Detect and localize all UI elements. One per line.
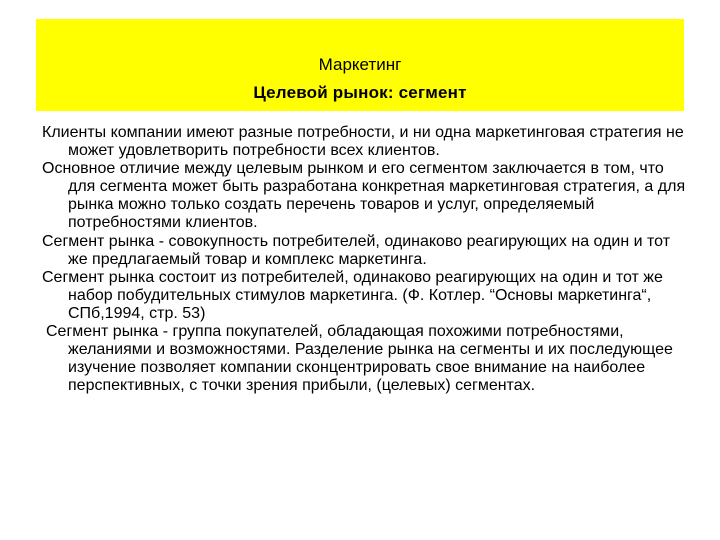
- paragraph-target-vs-segment: Основное отличие между целевым рынком и его сегментом заключается в том, что для сегмента может быть разработана конкретная маркетинговая стратегия, а для рынка можно только создать перечень товаров и услуг, определяемый потребностями клиентов.: [42, 160, 686, 232]
- paragraph-clients-needs: Клиенты компании имеют разные потребности, и ни одна маркетинговая стратегия не может удовлетворить потребности всех клиентов.: [42, 124, 684, 160]
- slide-title: Маркетинг: [318, 55, 402, 74]
- paragraph-segment-definition-1: Сегмент рынка - совокупность потребителей, одинаково реагирующих на один и тот же предлагаемый товар и комплекс маркетинга.: [42, 232, 671, 268]
- paragraph-segment-definition-kotler: Сегмент рынка состоит из потребителей, одинаково реагирующих на один и тот же набор побудительных стимулов маркетинга. (Ф. Котлер. “Основы маркетинга“, СПб,1994, стр. 53): [42, 268, 663, 322]
- title-banner: [36, 19, 684, 111]
- slide-subtitle: Целевой рынок: сегмент: [253, 83, 467, 102]
- slide-body: [42, 124, 690, 395]
- paragraph-segment-definition-buyers: Сегмент рынка - группа покупателей, обладающая похожими потребностями, желаниями и возможностями. Разделение рынка на сегменты и их последующее изучение позволяет компании сконцентрировать свое внимание на наиболее перспективных, с точки зрения прибыли, (целевых) сегментах.: [46, 323, 673, 395]
